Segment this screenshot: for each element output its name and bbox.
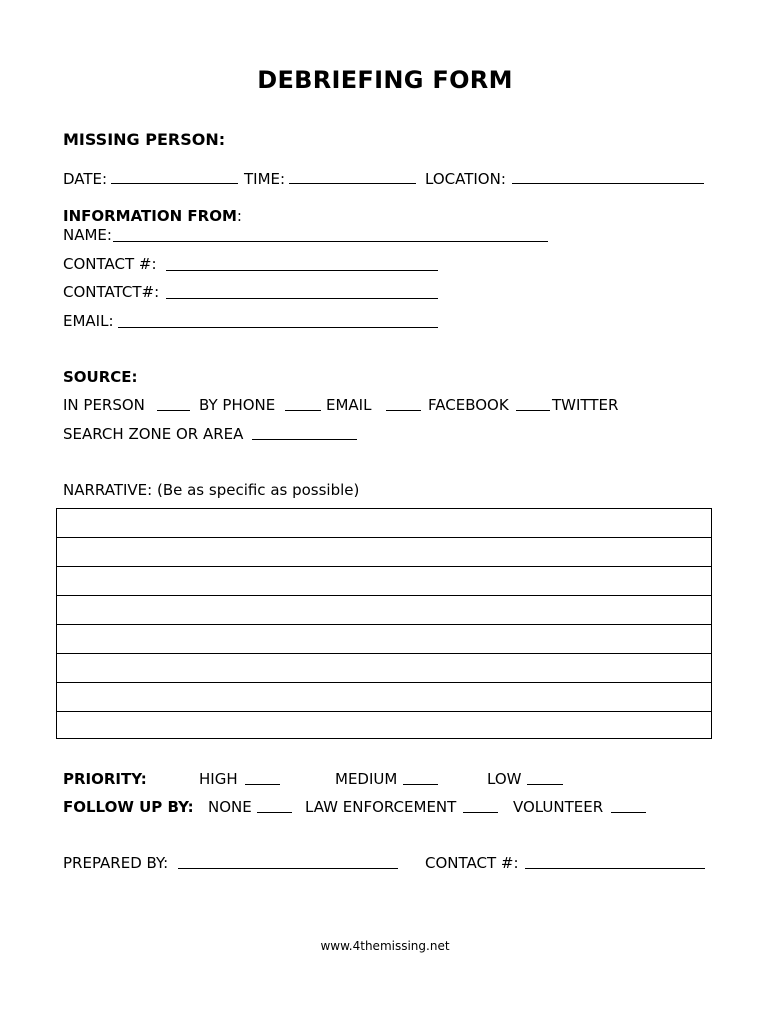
follow-up-none-field[interactable]	[257, 812, 292, 813]
form-title: DEBRIEFING FORM	[257, 66, 513, 94]
narrative-row[interactable]	[57, 509, 711, 538]
priority-high-field[interactable]	[245, 784, 280, 785]
date-label: DATE:	[63, 170, 108, 188]
narrative-row[interactable]	[57, 596, 711, 625]
follow-up-heading: FOLLOW UP BY:	[63, 798, 194, 816]
contact-field-2[interactable]	[166, 298, 438, 299]
follow-up-none-label: NONE	[208, 798, 252, 816]
contact-label: CONTACT #:	[63, 255, 157, 273]
source-heading: SOURCE:	[63, 368, 138, 386]
date-field[interactable]	[111, 183, 238, 184]
narrative-label: NARRATIVE: (Be as specific as possible)	[63, 481, 360, 499]
source-facebook-field[interactable]	[516, 410, 550, 411]
time-label: TIME:	[244, 170, 286, 188]
source-facebook-label: FACEBOOK	[428, 396, 509, 414]
search-zone-field[interactable]	[252, 439, 357, 440]
information-from-heading-text: INFORMATION FROM	[63, 207, 237, 225]
prepared-contact-field[interactable]	[525, 868, 705, 869]
narrative-row[interactable]	[57, 683, 711, 712]
source-in-person-field[interactable]	[157, 410, 190, 411]
narrative-row[interactable]	[57, 712, 711, 740]
source-email-label: EMAIL	[326, 396, 372, 414]
priority-low-label: LOW	[487, 770, 522, 788]
source-in-person-label: IN PERSON	[63, 396, 145, 414]
priority-heading: PRIORITY:	[63, 770, 147, 788]
source-twitter-label: TWITTER	[552, 396, 619, 414]
follow-up-volunteer-field[interactable]	[611, 812, 646, 813]
narrative-row[interactable]	[57, 538, 711, 567]
narrative-row[interactable]	[57, 625, 711, 654]
missing-person-heading: MISSING PERSON:	[63, 130, 226, 149]
location-field[interactable]	[512, 183, 704, 184]
source-email-field[interactable]	[386, 410, 421, 411]
source-by-phone-label: BY PHONE	[199, 396, 276, 414]
prepared-by-field[interactable]	[178, 868, 398, 869]
follow-up-law-enforcement-label: LAW ENFORCEMENT	[305, 798, 457, 816]
information-from-heading	[63, 207, 242, 225]
email-label: EMAIL:	[63, 312, 114, 330]
narrative-row[interactable]	[57, 567, 711, 596]
name-field[interactable]	[113, 241, 548, 242]
prepared-by-label: PREPARED BY:	[63, 854, 169, 872]
location-label: LOCATION:	[425, 170, 506, 188]
follow-up-law-enforcement-field[interactable]	[463, 812, 498, 813]
email-field[interactable]	[118, 327, 438, 328]
priority-medium-field[interactable]	[403, 784, 438, 785]
priority-high-label: HIGH	[199, 770, 238, 788]
priority-medium-label: MEDIUM	[335, 770, 398, 788]
footer-website: www.4themissing.net	[320, 939, 450, 953]
information-from-colon: :	[236, 207, 242, 225]
name-label: NAME:	[63, 226, 112, 244]
narrative-row[interactable]	[57, 654, 711, 683]
narrative-box[interactable]	[56, 508, 712, 739]
contact-label-2: CONTATCT#:	[63, 283, 160, 301]
prepared-contact-label: CONTACT #:	[425, 854, 519, 872]
search-zone-label: SEARCH ZONE OR AREA	[63, 425, 244, 443]
time-field[interactable]	[289, 183, 416, 184]
contact-field[interactable]	[166, 270, 438, 271]
source-by-phone-field[interactable]	[285, 410, 321, 411]
follow-up-volunteer-label: VOLUNTEER	[513, 798, 604, 816]
priority-low-field[interactable]	[527, 784, 563, 785]
